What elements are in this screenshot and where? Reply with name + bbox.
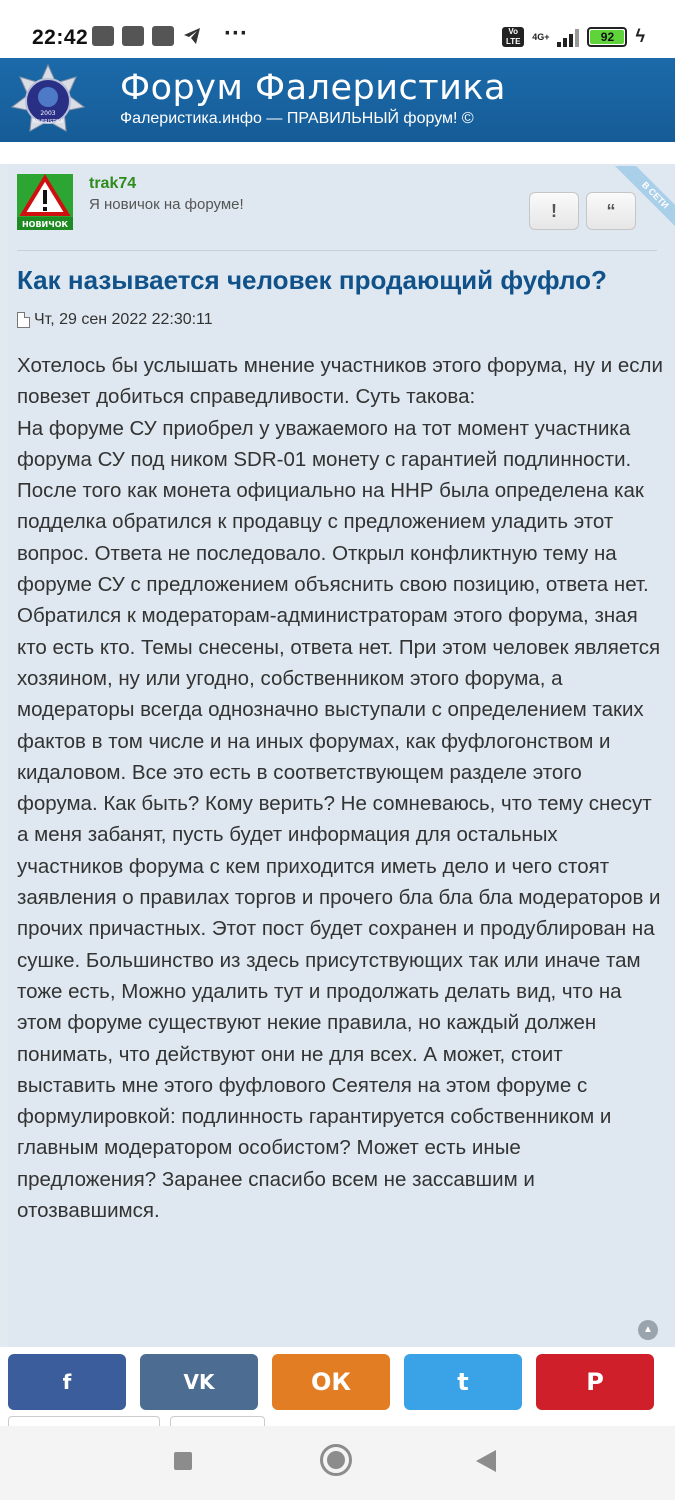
scroll-top-icon[interactable]: ▲	[638, 1320, 658, 1340]
share-twitter-button[interactable]	[404, 1354, 522, 1410]
forum-logo[interactable]	[10, 63, 86, 139]
home-icon[interactable]	[320, 1444, 352, 1476]
system-icons	[502, 26, 645, 47]
odnoklassniki-icon: ОК	[310, 1368, 352, 1396]
post-title[interactable]: Как называется человек продающий фуфло?	[17, 265, 607, 295]
facebook-icon: f	[62, 1370, 72, 1394]
report-button[interactable]: !	[529, 192, 579, 230]
online-badge	[600, 166, 675, 241]
post-author[interactable]: trak74	[89, 175, 137, 192]
recent-apps-icon[interactable]	[174, 1452, 192, 1470]
post-meta	[17, 311, 213, 329]
share-vk-button[interactable]	[140, 1354, 258, 1410]
status-bar	[0, 0, 675, 60]
clock: 22:42	[32, 26, 89, 49]
post-body	[17, 350, 665, 1226]
share-facebook-button[interactable]	[8, 1354, 126, 1410]
warning-icon	[17, 174, 73, 230]
image-notification-icon	[152, 26, 174, 46]
post-link-icon[interactable]	[17, 312, 30, 328]
partial-element	[170, 1416, 265, 1426]
battery-icon	[587, 27, 627, 47]
top-strip	[0, 142, 675, 164]
telegram-icon	[182, 26, 202, 46]
logo-text: FALERISTIKA	[32, 119, 64, 125]
site-title[interactable]: Форум Фалеристика	[120, 68, 506, 108]
forum-header	[0, 58, 675, 142]
logo-year: 2003	[40, 110, 56, 117]
more-notifications-icon: ···	[224, 20, 248, 47]
avatar[interactable]	[17, 174, 73, 230]
twitter-icon: t	[457, 1368, 469, 1396]
avatar-label: НОВИЧОК	[21, 220, 69, 229]
battery-level: 92	[590, 30, 624, 44]
notification-icons	[92, 26, 202, 46]
online-badge-label: В СЕТИ	[611, 166, 675, 240]
vk-icon: VK	[183, 1370, 215, 1394]
alarm-icon	[92, 26, 114, 46]
app-notification-icon	[122, 26, 144, 46]
divider	[17, 250, 657, 251]
volte-icon: Vo LTE	[502, 27, 524, 47]
share-odnoklassniki-button[interactable]	[272, 1354, 390, 1410]
post-body-text: Хотелось бы услышать мнение участников этого форума, ну и если повезет добиться справедливости. Суть такова: На форуме СУ приобрел у уважаемого на тот момент участника форума СУ под ником SDR-01 монету с гарантией подлинности. После того как монета официально на ННР была определена как подделка обратился к продавцу с предложением уладить этот вопрос. Ответа не последовало. Открыл конфликтную тему на форуме СУ с предложением объяснить свою позицию, ответа нет. Обратился к модераторам-администраторам этого форума, зная кто есть кто. Темы снесены, ответа нет. При этом человек является хозяином, ну или угодно, собственником этого форума, а модераторы всегда однозначно выступали с определением таких фактов в том числе и на иных форумах, как фуфлогонством и кидаловом. Все это есть в соответствующем разделе этого форума. Как быть? Кому верить? Не сомневаюсь, что тему снесут а меня забанят, пусть будет информация для остальных участников форума с кем приходится иметь дело и чего стоят заявления о правилах торгов и прочего бла бла бла модераторов и прочих причастных. Этот пост будет сохранен и продублирован на сушке. Большинство из здесь присутствующих так или иначе там тоже есть, Можно удалить тут и продолжать делать вид, что на этом форуме существуют некие правила, но каждый должен понимать, что действуют они не для всех. А может, стоит выставить мне этого фуфлового Сеятеля на этом форуме с формулировкой: подлинность гарантируется собственником и главным модератором особистом? Может есть иные предложения? Заранее спасибо всем не зассавшим и отозвавшимся.	[17, 354, 663, 1223]
back-icon[interactable]	[476, 1450, 496, 1472]
pinterest-icon: P	[586, 1368, 604, 1396]
author-rank: Я новичок на форуме!	[89, 196, 244, 213]
quote-button[interactable]: “	[586, 192, 636, 230]
share-pinterest-button[interactable]	[536, 1354, 654, 1410]
signal-icon	[557, 27, 579, 47]
network-type: 4G+	[532, 31, 550, 42]
post-date: Чт, 29 сен 2022 22:30:11	[34, 311, 213, 328]
charging-icon: ϟ	[635, 26, 645, 46]
site-subtitle: Фалеристика.инфо — ПРАВИЛЬНЫЙ форум! ©	[120, 110, 474, 127]
partial-element	[8, 1416, 160, 1426]
